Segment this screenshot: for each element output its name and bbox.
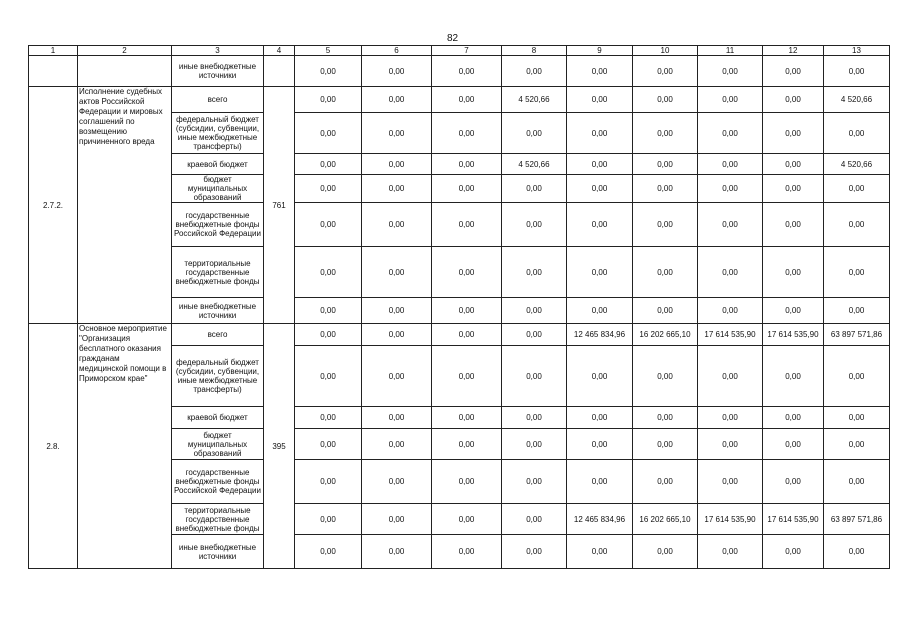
source-cell: иные внебюджетные источники [172,298,264,324]
value-cell: 0,00 [698,298,763,324]
item-number: 2.7.2. [29,87,78,324]
source-cell: всего [172,87,264,113]
column-header: 1 [29,46,78,56]
value-cell: 0,00 [362,56,432,87]
value-cell: 0,00 [633,87,698,113]
value-cell: 0,00 [698,535,763,569]
value-cell: 0,00 [295,460,362,504]
value-cell: 0,00 [824,56,890,87]
value-cell: 0,00 [295,298,362,324]
value-cell: 0,00 [502,407,567,429]
value-cell: 0,00 [295,504,362,535]
code-cell [264,56,295,87]
item-number: 2.8. [29,324,78,569]
value-cell: 0,00 [432,429,502,460]
value-cell: 0,00 [362,346,432,407]
value-cell: 0,00 [698,346,763,407]
value-cell: 0,00 [763,460,824,504]
value-cell: 0,00 [432,247,502,298]
value-cell: 0,00 [698,87,763,113]
value-cell: 0,00 [502,247,567,298]
value-cell: 0,00 [295,407,362,429]
column-header: 5 [295,46,362,56]
value-cell: 12 465 834,96 [567,504,633,535]
source-cell: бюджет муниципальных образований [172,429,264,460]
source-cell: бюджет муниципальных образований [172,175,264,203]
value-cell: 0,00 [362,87,432,113]
value-cell: 0,00 [567,87,633,113]
value-cell: 17 614 535,90 [698,504,763,535]
value-cell: 0,00 [698,203,763,247]
value-cell: 0,00 [698,154,763,175]
value-cell: 0,00 [763,429,824,460]
source-cell: федеральный бюджет (субсидии, субвенции, иные межбюджетные трансферты) [172,346,264,407]
value-cell: 0,00 [567,346,633,407]
value-cell: 17 614 535,90 [763,504,824,535]
value-cell: 0,00 [567,203,633,247]
value-cell: 0,00 [362,429,432,460]
value-cell: 12 465 834,96 [567,324,633,346]
value-cell: 4 520,66 [502,154,567,175]
value-cell: 0,00 [362,154,432,175]
value-cell: 0,00 [633,175,698,203]
column-header: 4 [264,46,295,56]
value-cell: 0,00 [633,298,698,324]
value-cell: 0,00 [763,407,824,429]
value-cell: 0,00 [362,535,432,569]
source-cell: территориальные государственные внебюджетные фонды [172,504,264,535]
value-cell: 0,00 [502,56,567,87]
source-cell: краевой бюджет [172,154,264,175]
value-cell: 0,00 [502,429,567,460]
column-header: 13 [824,46,890,56]
value-cell: 0,00 [567,247,633,298]
value-cell: 16 202 665,10 [633,324,698,346]
value-cell: 0,00 [824,247,890,298]
value-cell: 0,00 [295,56,362,87]
value-cell: 0,00 [824,460,890,504]
value-cell: 0,00 [763,535,824,569]
budget-table [28,45,890,569]
value-cell: 0,00 [362,175,432,203]
value-cell: 0,00 [362,247,432,298]
value-cell: 0,00 [432,154,502,175]
table-row [29,324,890,346]
source-cell: территориальные государственные внебюджетные фонды [172,247,264,298]
value-cell: 0,00 [698,429,763,460]
value-cell: 17 614 535,90 [698,324,763,346]
value-cell: 0,00 [362,460,432,504]
value-cell: 0,00 [502,504,567,535]
value-cell: 0,00 [763,298,824,324]
column-header: 9 [567,46,633,56]
value-cell: 4 520,66 [824,154,890,175]
page-number: 82 [446,33,459,44]
header-row [29,46,890,56]
value-cell: 0,00 [824,113,890,154]
value-cell: 0,00 [824,203,890,247]
value-cell: 0,00 [567,175,633,203]
value-cell: 0,00 [362,504,432,535]
value-cell: 0,00 [295,247,362,298]
source-cell: иные внебюджетные источники [172,535,264,569]
value-cell: 0,00 [633,535,698,569]
value-cell: 63 897 571,86 [824,504,890,535]
value-cell: 0,00 [432,56,502,87]
value-cell: 0,00 [567,56,633,87]
table-row [29,87,890,113]
value-cell: 0,00 [502,113,567,154]
value-cell: 0,00 [432,504,502,535]
column-header: 2 [78,46,172,56]
value-cell: 0,00 [295,203,362,247]
column-header: 10 [633,46,698,56]
value-cell: 0,00 [633,346,698,407]
value-cell: 0,00 [763,203,824,247]
value-cell: 0,00 [432,203,502,247]
value-cell: 0,00 [763,175,824,203]
value-cell: 0,00 [502,535,567,569]
value-cell: 0,00 [432,460,502,504]
value-cell: 0,00 [763,346,824,407]
table-row [29,56,890,87]
source-cell: краевой бюджет [172,407,264,429]
value-cell: 0,00 [824,346,890,407]
value-cell: 0,00 [824,175,890,203]
value-cell: 0,00 [432,175,502,203]
number-cell [29,56,78,87]
value-cell: 0,00 [633,460,698,504]
value-cell: 0,00 [763,247,824,298]
budget-code: 395 [264,324,295,569]
value-cell: 0,00 [432,346,502,407]
value-cell: 0,00 [763,56,824,87]
value-cell: 0,00 [432,298,502,324]
column-header: 11 [698,46,763,56]
column-header: 6 [362,46,432,56]
value-cell: 4 520,66 [824,87,890,113]
value-cell: 0,00 [824,298,890,324]
value-cell: 0,00 [824,535,890,569]
value-cell: 0,00 [432,407,502,429]
value-cell: 16 202 665,10 [633,504,698,535]
value-cell: 0,00 [295,175,362,203]
value-cell: 0,00 [824,429,890,460]
value-cell: 0,00 [295,429,362,460]
value-cell: 0,00 [698,247,763,298]
value-cell: 0,00 [698,175,763,203]
value-cell: 0,00 [567,460,633,504]
value-cell: 0,00 [763,154,824,175]
column-header: 3 [172,46,264,56]
column-header: 8 [502,46,567,56]
value-cell: 0,00 [633,407,698,429]
source-cell: государственные внебюджетные фонды Российской Федерации [172,460,264,504]
value-cell: 0,00 [502,346,567,407]
value-cell: 0,00 [432,113,502,154]
value-cell: 0,00 [567,298,633,324]
description-cell [78,56,172,87]
value-cell: 0,00 [633,429,698,460]
value-cell: 0,00 [633,56,698,87]
value-cell: 0,00 [295,154,362,175]
value-cell: 0,00 [698,113,763,154]
value-cell: 0,00 [567,407,633,429]
value-cell: 0,00 [295,346,362,407]
value-cell: 0,00 [633,154,698,175]
value-cell: 0,00 [763,87,824,113]
item-description: Основное мероприятие "Организация бесплатного оказания гражданам медицинской помощи в Приморском крае" [78,324,172,569]
value-cell: 0,00 [295,324,362,346]
value-cell: 0,00 [567,429,633,460]
value-cell: 0,00 [295,113,362,154]
value-cell: 0,00 [567,154,633,175]
value-cell: 0,00 [633,203,698,247]
value-cell: 0,00 [698,407,763,429]
value-cell: 0,00 [362,298,432,324]
value-cell: 0,00 [698,56,763,87]
value-cell: 0,00 [362,113,432,154]
value-cell: 0,00 [567,535,633,569]
value-cell: 0,00 [295,535,362,569]
value-cell: 17 614 535,90 [763,324,824,346]
value-cell: 0,00 [432,324,502,346]
value-cell: 0,00 [502,460,567,504]
item-description: Исполнение судебных актов Российской Федерации и мировых соглашений по возмещению причиненного вреда [78,87,172,324]
value-cell: 0,00 [698,460,763,504]
value-cell: 0,00 [295,87,362,113]
value-cell: 0,00 [633,113,698,154]
source-cell: государственные внебюджетные фонды Российской Федерации [172,203,264,247]
source-cell: всего [172,324,264,346]
value-cell: 0,00 [432,87,502,113]
value-cell: 0,00 [502,324,567,346]
column-header: 7 [432,46,502,56]
value-cell: 0,00 [824,407,890,429]
value-cell: 0,00 [362,203,432,247]
budget-code: 761 [264,87,295,324]
value-cell: 4 520,66 [502,87,567,113]
source-cell: федеральный бюджет (субсидии, субвенции, иные межбюджетные трансферты) [172,113,264,154]
value-cell: 0,00 [432,535,502,569]
value-cell: 0,00 [763,113,824,154]
value-cell: 0,00 [502,298,567,324]
value-cell: 63 897 571,86 [824,324,890,346]
value-cell: 0,00 [362,407,432,429]
value-cell: 0,00 [633,247,698,298]
value-cell: 0,00 [362,324,432,346]
column-header: 12 [763,46,824,56]
source-cell: иные внебюджетные источники [172,56,264,87]
value-cell: 0,00 [502,175,567,203]
value-cell: 0,00 [502,203,567,247]
value-cell: 0,00 [567,113,633,154]
